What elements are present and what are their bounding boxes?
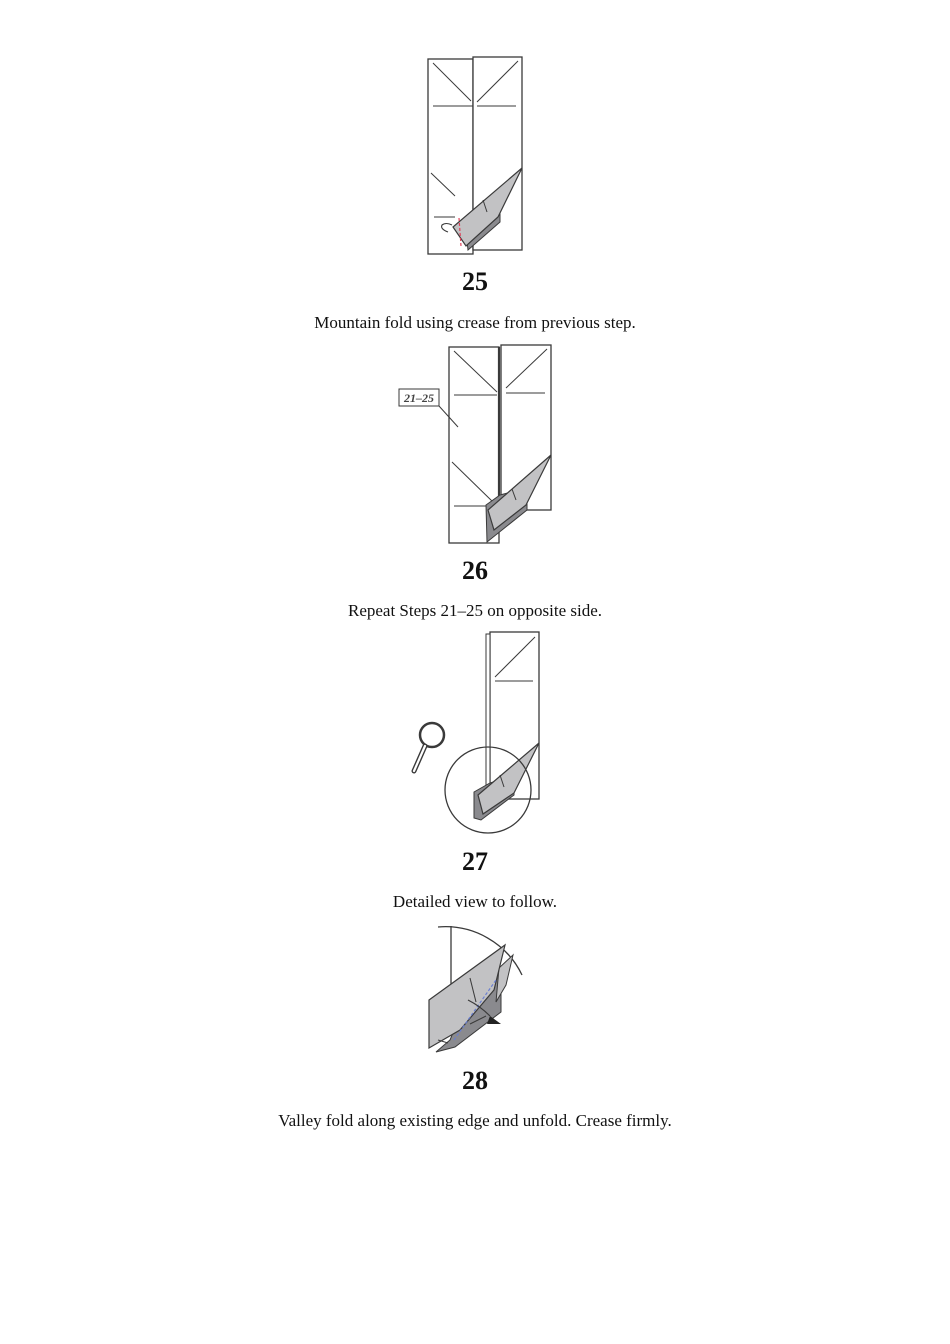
step-27-caption: Detailed view to follow.: [392, 892, 558, 911]
step-26-caption: Repeat Steps 21–25 on opposite side.: [347, 601, 603, 620]
step-28-number: 28: [462, 1066, 488, 1095]
magnifier-icon: [414, 723, 444, 771]
step-25-number: 25: [462, 267, 488, 296]
step-27-diagram: [405, 625, 550, 840]
step-25-caption: Mountain fold using crease from previous step.: [314, 313, 636, 332]
step-26-diagram: [395, 340, 560, 550]
step-27-number: 27: [462, 847, 488, 876]
reference-label: 21–25: [404, 391, 434, 405]
step-28-diagram: [420, 918, 530, 1058]
step-25-diagram: [420, 50, 530, 260]
step-28-caption: Valley fold along existing edge and unfold. Crease firmly.: [278, 1111, 672, 1130]
step-26-number: 26: [462, 556, 488, 585]
